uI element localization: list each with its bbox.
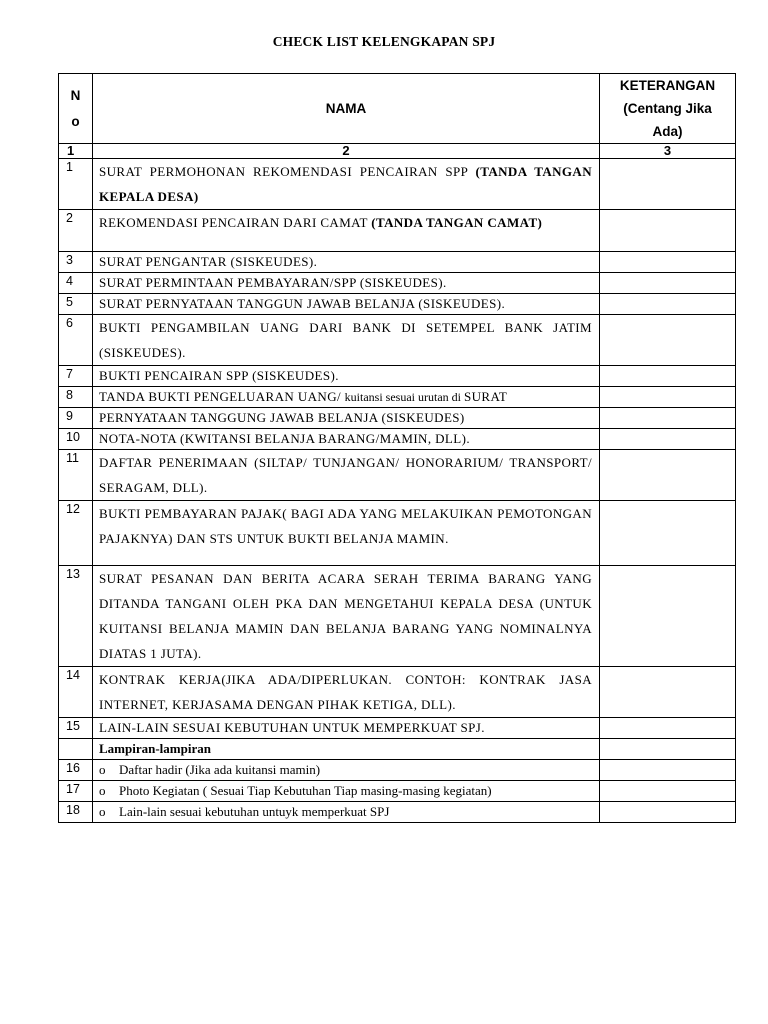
row-number: 18 [59,802,93,823]
row-checkbox-keterangan[interactable] [600,781,736,802]
row-checkbox-keterangan[interactable] [600,408,736,429]
row-number: 1 [59,159,93,210]
lampiran-heading-row [59,739,736,760]
row-checkbox-keterangan[interactable] [600,566,736,667]
row-description-text: DAFTAR PENERIMAAN (SILTAP/ TUNJANGAN/ HONORARIUM/ TRANSPORT/ SERAGAM, DLL). [99,455,592,495]
row-number: 13 [59,566,93,667]
row-number: 6 [59,315,93,366]
lampiran-heading-keterangan [600,739,736,760]
column-number-row [59,144,736,159]
lampiran-description [93,781,600,802]
row-checkbox-keterangan[interactable] [600,252,736,273]
row-description-text: LAIN-LAIN SESUAI KEBUTUHAN UNTUK MEMPERKUAT SPJ. [99,720,485,735]
row-description-text: SURAT PENGANTAR (SISKEUDES). [99,254,318,269]
row-checkbox-keterangan[interactable] [600,294,736,315]
row-description-bold: (TANDA TANGAN KEPALA DESA) [99,164,592,204]
row-number: 7 [59,366,93,387]
lampiran-description-text: Daftar hadir (Jika ada kuitansi mamin) [119,762,321,777]
row-description [93,718,600,739]
row-description-small: kuitansi sesuai urutan di [344,390,464,404]
row-number: 11 [59,450,93,501]
row-number: 10 [59,429,93,450]
row-checkbox-keterangan[interactable] [600,429,736,450]
checklist-row [59,252,736,273]
row-checkbox-keterangan[interactable] [600,667,736,718]
header-nama: NAMA [93,74,600,144]
lampiran-row [59,802,736,823]
checklist-row [59,408,736,429]
row-checkbox-keterangan[interactable] [600,718,736,739]
lampiran-description-text: Lain-lain sesuai kebutuhan untuyk memperkuat SPJ [119,804,390,819]
column-number-1: 1 [59,144,93,159]
row-description-text: TANDA BUKTI PENGELUARAN UANG/ [99,389,345,404]
row-checkbox-keterangan[interactable] [600,315,736,366]
row-checkbox-keterangan[interactable] [600,159,736,210]
checklist-row [59,429,736,450]
document-title: CHECK LIST KELENGKAPAN SPJ [272,34,496,49]
row-description [93,501,600,566]
lampiran-heading [93,739,600,760]
row-number: 3 [59,252,93,273]
row-description-text: KONTRAK KERJA(JIKA ADA/DIPERLUKAN. CONTOH: KONTRAK JASA INTERNET, KERJASAMA DENGAN PIHAK KETIGA, DLL). [99,672,592,712]
row-number: 14 [59,667,93,718]
row-number: 16 [59,760,93,781]
column-number-3: 3 [600,144,736,159]
row-description [93,387,600,408]
row-checkbox-keterangan[interactable] [600,501,736,566]
row-description [93,159,600,210]
lampiran-description [93,760,600,781]
row-number: 5 [59,294,93,315]
row-number: 8 [59,387,93,408]
header-no-line1: N [70,87,81,103]
table-header-row [59,74,736,144]
header-no-line2: o [71,113,80,129]
lampiran-heading-text: Lampiran-lampiran [99,741,211,756]
row-description-text: BUKTI PENGAMBILAN UANG DARI BANK DI SETEMPEL BANK JATIM (SISKEUDES). [99,320,592,360]
row-description-text: BUKTI PENCAIRAN SPP (SISKEUDES). [99,368,339,383]
checklist-row [59,273,736,294]
row-checkbox-keterangan[interactable] [600,802,736,823]
header-ket-line1: KETERANGAN [619,78,716,93]
row-checkbox-keterangan[interactable] [600,450,736,501]
checklist-row [59,315,736,366]
row-description [93,450,600,501]
checklist-row [59,366,736,387]
row-description [93,294,600,315]
header-no [59,74,93,144]
column-number-2: 2 [93,144,600,159]
row-description-text: SURAT PESANAN DAN BERITA ACARA SERAH TERIMA BARANG YANG DITANDA TANGANI OLEH PKA DAN MENGETAHUI KEPALA DESA (UNTUK KUITANSI BELANJA MAMIN DAN BELANJA BARANG YANG NOMINALNYA DIATAS 1 JUTA). [99,571,592,661]
row-description-text: PERNYATAAN TANGGUNG JAWAB BELANJA (SISKEUDES) [99,410,465,425]
bullet-icon: o [99,762,106,777]
row-description [93,566,600,667]
row-checkbox-keterangan[interactable] [600,273,736,294]
row-description-text: SURAT PERNYATAAN TANGGUN JAWAB BELANJA (SISKEUDES). [99,296,506,311]
row-number: 17 [59,781,93,802]
header-ket-line2: (Centang Jika [623,101,712,116]
checklist-row [59,210,736,252]
row-checkbox-keterangan[interactable] [600,387,736,408]
checklist-row [59,667,736,718]
lampiran-description [93,802,600,823]
header-keterangan [600,74,736,144]
row-description-text: SURAT PERMOHONAN REKOMENDASI PENCAIRAN SPP [99,164,476,179]
row-checkbox-keterangan[interactable] [600,210,736,252]
checklist-row [59,450,736,501]
row-description [93,210,600,252]
row-description [93,273,600,294]
checklist-row [59,566,736,667]
row-description [93,252,600,273]
row-description-text: SURAT PERMINTAAN PEMBAYARAN/SPP (SISKEUDES). [99,275,447,290]
lampiran-description-text: Photo Kegiatan ( Sesuai Tiap Kebutuhan Tiap masing-masing kegiatan) [119,783,492,798]
bullet-icon: o [99,804,106,819]
row-description [93,667,600,718]
bullet-icon: o [99,783,106,798]
row-description [93,315,600,366]
lampiran-rows [59,760,736,823]
checklist-rows [59,159,736,739]
checklist-row [59,387,736,408]
row-description-tail: SURAT [464,389,508,404]
row-description [93,429,600,450]
lampiran-heading-no [59,739,93,760]
row-number: 9 [59,408,93,429]
row-checkbox-keterangan[interactable] [600,760,736,781]
row-description [93,366,600,387]
checklist-table [58,73,736,823]
row-number: 4 [59,273,93,294]
row-number: 15 [59,718,93,739]
row-description-text: NOTA-NOTA (KWITANSI BELANJA BARANG/MAMIN, DLL). [99,431,470,446]
row-description-text: REKOMENDASI PENCAIRAN DARI CAMAT [99,215,372,230]
row-description-text: BUKTI PEMBAYARAN PAJAK( BAGI ADA YANG MELAKUIKAN PEMOTONGAN PAJAKNYA) DAN STS UNTUK BUKTI BELANJA MAMIN. [99,506,592,546]
checklist-row [59,501,736,566]
row-number: 2 [59,210,93,252]
row-description [93,408,600,429]
checklist-row [59,718,736,739]
lampiran-row [59,760,736,781]
checklist-row [59,159,736,210]
row-description-bold: (TANDA TANGAN CAMAT) [371,215,543,230]
row-checkbox-keterangan[interactable] [600,366,736,387]
header-ket-line3: Ada) [652,124,683,139]
lampiran-row [59,781,736,802]
row-number: 12 [59,501,93,566]
checklist-row [59,294,736,315]
